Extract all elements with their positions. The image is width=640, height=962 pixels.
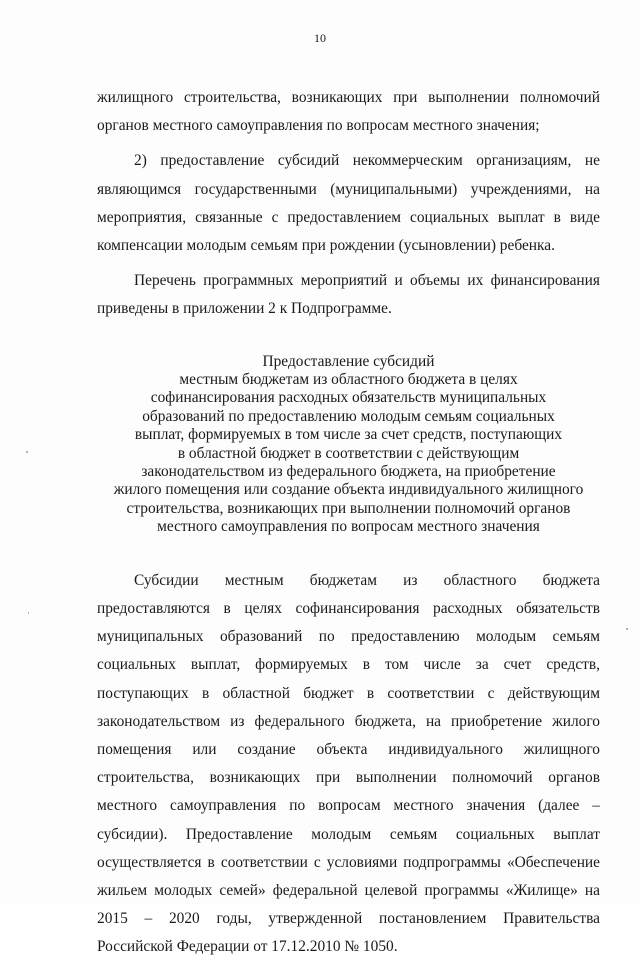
- section-heading-line: местным бюджетам из областного бюджета в целях: [179, 371, 518, 389]
- paragraph-continuation: жилищного строительства, возникающих при выполнении полномочий органов местного самоуправления по вопросам местного значения;: [97, 89, 600, 135]
- section-heading-line: образований по предоставлению молодым семьям социальных: [142, 407, 555, 425]
- section-heading-line: в областной бюджет в соответствии с действующим: [177, 444, 520, 462]
- section-heading: [97, 353, 600, 537]
- paragraph-item-2: 2) предоставление субсидий некоммерческим организациям, не являющимся государственными (муниципальными) учреждениями, на мероприятия, связанные с предоставлением социальных выплат в виде компенсации молодым семьям при рождении (усыновлении) ребенка.: [97, 152, 600, 255]
- section-heading-line: выплат, формируемых в том числе за счет средств, поступающих: [134, 426, 563, 444]
- section-heading-line: Предоставление субсидий: [262, 352, 435, 370]
- paragraph-program-activities: Перечень программных мероприятий и объемы их финансирования приведены в приложении 2 к Подпрограмме.: [97, 272, 600, 318]
- document-body: [97, 84, 600, 962]
- section-heading-line: строительства, возникающих при выполнении полномочий органов: [126, 499, 571, 517]
- scan-speck: [26, 451, 28, 453]
- scan-speck: [28, 612, 29, 614]
- scan-speck: [626, 628, 628, 630]
- section-heading-line: законодательством из федерального бюджета, на приобретение: [141, 463, 556, 481]
- page-number: 10: [314, 31, 326, 45]
- paragraph-subsidies: Субсидии местным бюджетам из областного бюджета предоставляются в целях софинансирования расходных обязательств муниципальных образований по предоставлению молодым семьям социальных выплат, формируемых в том числе за счет средств, поступающих в областной бюджет в соответствии с действующим законодательством из федерального бюджета, на приобретение жилого помещения или создание объекта индивидуального жилищного строительства, возникающих при выполнении полномочий органов местного самоуправления по вопросам местного значения (далее – субсидии). Предоставление молодым семьям социальных выплат осуществляется в соответствии с условиями подпрограммы «Обеспечение жильем молодых семей» федеральной целевой программы «Жилище» на 2015 – 2020 годы, утвержденной постановлением Правительства Российской Федерации от 17.12.2010 № 1050.: [97, 571, 600, 956]
- section-heading-line: жилого помещения или создание объекта индивидуального жилищного: [113, 481, 584, 499]
- section-heading-line: местного самоуправления по вопросам местного значения: [157, 518, 540, 536]
- section-heading-line: софинансирования расходных обязательств муниципальных: [150, 389, 547, 407]
